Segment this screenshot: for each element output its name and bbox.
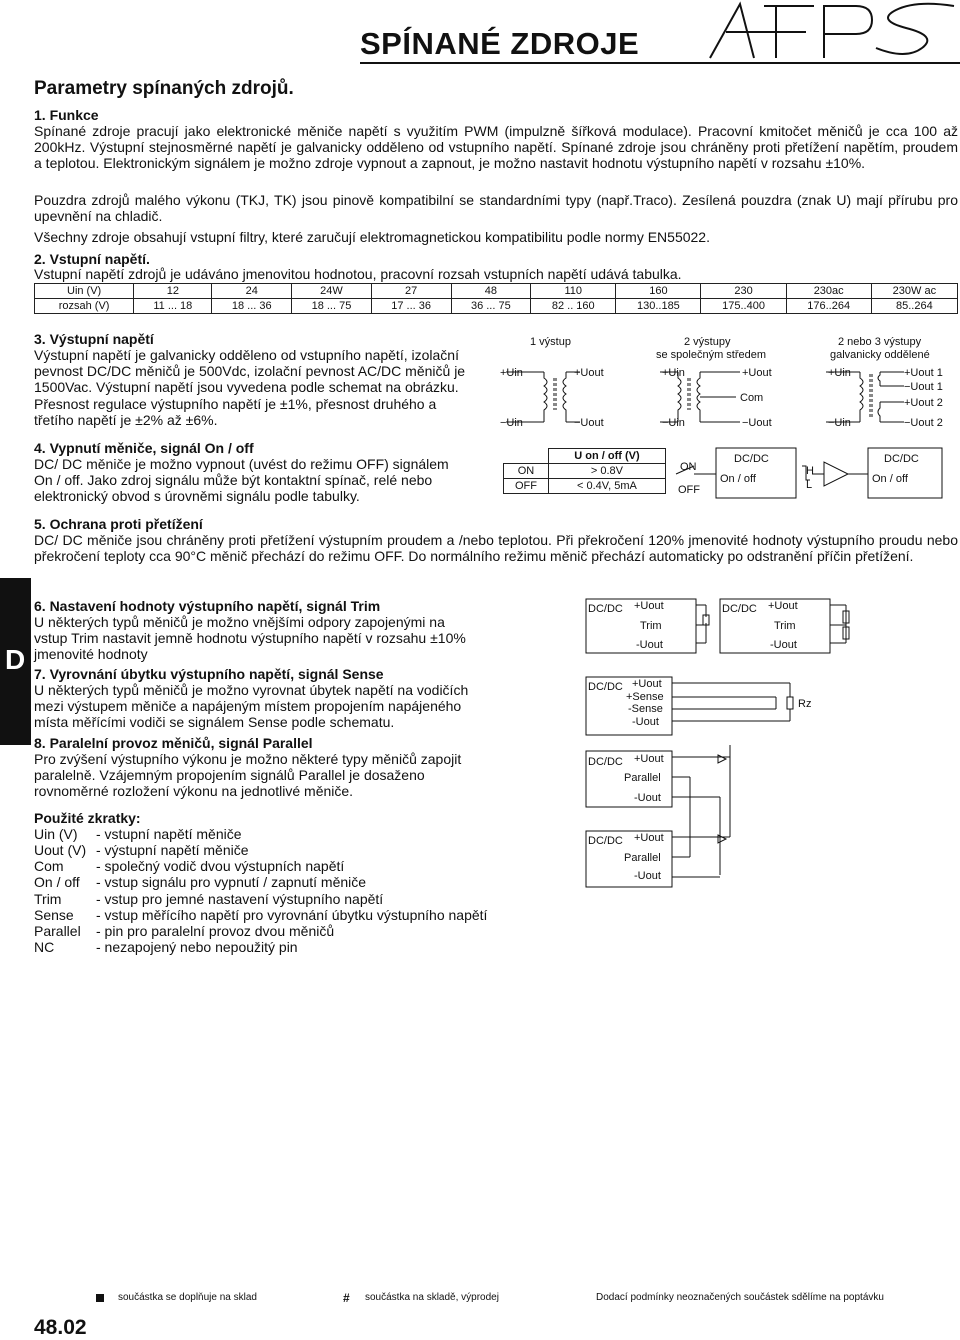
diagram-label: −Uout [742,417,772,429]
diagram-label: -Uout [634,792,661,804]
section-4-text [34,456,500,505]
footer-hash-text: součástka na skladě, výprodej [365,1292,499,1303]
diagram-label: OFF [678,484,700,496]
diagram-label: DC/DC [588,603,623,615]
section-1-heading: 1. Funkce [34,107,99,123]
diagram-label: −Uin [662,417,685,429]
text-line: Pro zvýšení výstupního výkonu je možno některé typy měničů zapojit [34,751,462,767]
diagram-label: galvanicky oddělené [830,349,930,361]
company-logo [706,0,956,62]
table-cell: 230 [701,284,786,299]
diagram-label: +Uout [634,832,664,844]
diagram-label: +Uout [634,753,664,765]
section-2-heading: 2. Vstupní napětí. [34,251,150,267]
diagram-label: se společným středem [656,349,767,361]
text-line: DC/ DC měniče je možno vypnout (uvést do režimu OFF) signálem [34,456,449,472]
diagram-label: Com [740,392,764,404]
table-cell: 48 [451,284,531,299]
diagram-label: +Uin [500,367,523,379]
table-cell: 176..264 [786,299,871,314]
diagram-label: -Sense [628,703,663,715]
table-cell: > 0.8V [548,464,665,479]
diagram-label: 2 nebo 3 výstupy [838,336,922,348]
diagram-label: Parallel [624,852,661,864]
diagram-label: Trim [640,620,662,632]
section-7-text [34,682,500,731]
text-line: místa měřícími vodiči se signálem Sense podle schematu. [34,714,395,731]
table-cell: 24 [212,284,292,299]
table-cell: 18 ... 36 [212,299,292,314]
diagram-label: DC/DC [588,681,623,693]
diagram-label: +Uin [662,367,685,379]
diagram-label: DC/DC [722,603,757,615]
abbreviation-term: Parallel [34,923,81,939]
table-cell: 18 ... 75 [292,299,372,314]
diagram-label: -Uout [770,639,797,651]
diagram-label: +Uout 1 [904,367,943,379]
page-header-title: SPÍNANÉ ZDROJE [360,26,640,61]
table-header: U on / off (V) [548,449,665,464]
table-cell: 230W ac [871,284,957,299]
diagram-label: On / off [872,473,908,485]
diagram-label: −Uout 2 [904,417,943,429]
on-off-diagram [672,444,960,504]
diagram-label: −Uin [828,417,851,429]
abbreviation-meaning: - výstupní napětí měniče [96,842,249,858]
table-cell: 130..185 [616,299,701,314]
section-2-text: Vstupní napětí zdrojů je udáváno jmenovitou hodnotou, pracovní rozsah vstupních napětí udává tabulka. [34,266,682,282]
text-line: U některých typů měničů je možno vnějšími odpory zapojenými na [34,614,445,630]
table-cell: 230ac [786,284,871,299]
text-line: mezi výstupem měniče a napájeným místem propojením napájeného [34,698,462,715]
diagram-label: DC/DC [588,835,623,847]
table-cell: Uin (V) [35,284,134,299]
table-row [35,284,958,299]
table-cell: 160 [616,284,701,299]
hash-symbol: # [343,1291,350,1305]
section-3-text [34,347,500,428]
abbreviation-meaning: - nezapojený nebo nepoužitý pin [96,939,298,955]
diagram-label: H [806,465,814,477]
text-line: paralelně. Vzájemným propojením signálů Parallel je dosaženo [34,767,425,784]
table-row [504,449,666,464]
diagram-label: −Uout [574,417,604,429]
table-row [35,299,958,314]
diagram-label: On / off [720,473,756,485]
diagram-label: Rz [798,698,812,710]
section-3-heading: 3. Výstupní napětí [34,331,154,347]
page-number: 48.02 [34,1316,87,1339]
text-line: třetího napětí je ±2% až ±6%. [34,411,218,428]
abbreviation-term: Com [34,858,64,874]
table-cell: 82 .. 160 [531,299,616,314]
text-line: U některých typů měničů je možno vyrovnat úbytek napětí na vodičích [34,682,469,698]
diagram-label: −Uin [500,417,523,429]
abbreviations-list [34,826,554,958]
diagram-label: DC/DC [734,453,769,465]
text-line: 1500Vac. Výstupní napětí jsou vyvedena podle schemat na obrázku. [34,379,459,396]
table-cell: 12 [134,284,212,299]
section-4-heading: 4. Vypnutí měniče, signál On / off [34,440,254,456]
diagram-label: L [806,479,813,491]
table-cell: 175..400 [701,299,786,314]
abbreviation-term: Uin (V) [34,826,78,842]
text-line: elektronický obvod s úrovněmi signálu podle tabulky. [34,488,360,505]
text-line: jmenovité hodnoty [34,646,148,663]
text-line: rovnoměrné rozložení výkonu na jednotlivé měniče. [34,783,354,800]
diagram-label: +Uout [574,367,604,379]
abbreviation-meaning: - vstupní napětí měniče [96,826,242,842]
square-bullet-icon [96,1294,104,1302]
table-cell: 17 ... 36 [371,299,451,314]
table-cell: OFF [504,479,549,494]
table-cell: ON [504,464,549,479]
header-rule [360,62,960,64]
section-6-text [34,614,500,663]
section-5-heading: 5. Ochrana proti přetížení [34,516,203,532]
diagram-label: DC/DC [588,756,623,768]
abbreviation-meaning: - společný vodič dvou výstupních napětí [96,858,345,874]
table-cell: 24W [292,284,372,299]
diagram-label: +Uout 2 [904,397,943,409]
on-off-table [503,448,666,494]
diagram-label: -Uout [634,870,661,882]
section-6-heading: 6. Nastavení hodnoty výstupního napětí, signál Trim [34,598,381,614]
table-row [504,464,666,479]
text-line: vstup Trim nastavit jemně hodnotu výstupního napětí v rozsahu ±10% [34,630,466,647]
diagram-label: −Uout 1 [904,381,943,393]
abbreviation-meaning: - vstup měřícího napětí pro vyrovnání úbytku výstupního napětí [96,907,488,923]
abbreviation-meaning: - vstup signálu pro vypnutí / zapnutí měniče [96,874,367,890]
diagram-label: -Uout [636,639,663,651]
diagram-label: -Uout [632,716,659,728]
table-row [504,479,666,494]
table-cell: 11 ... 18 [134,299,212,314]
footer-right-text: Dodací podmínky neoznačených součástek sdělíme na poptávku [596,1292,884,1303]
diagram-label: +Sense [626,691,664,703]
text-line: On / off. Jako zdroj signálu může být kontaktní spínač, relé nebo [34,472,433,489]
section-1-text-3: Všechny zdroje obsahují vstupní filtry, které zaručují elektromagnetickou kompatibilitu podle normy EN55022. [34,229,710,245]
diagram-label: +Uin [828,367,851,379]
abbreviation-meaning: - pin pro paralelní provoz dvou měničů [96,923,335,939]
text-line: pevnost DC/DC měničů je 500Vdc, izolační pevnost AC/DC měničů je [34,363,466,380]
abbreviation-meaning: - vstup pro jemné nastavení výstupního napětí [96,891,384,907]
diagram-label: +Uout [742,367,772,379]
diagram-label: 1 výstup [530,336,571,348]
abbreviation-term: Uout (V) [34,842,87,858]
abbreviations-heading: Použité zkratky: [34,810,141,826]
diagram-label: +Uout [768,600,798,612]
table-cell: 110 [531,284,616,299]
input-voltage-table [34,283,958,314]
section-8-heading: 8. Paralelní provoz měničů, signál Parallel [34,735,313,751]
diagram-label: +Uout [634,600,664,612]
abbreviation-term: On / off [34,874,80,890]
abbreviation-term: NC [34,939,55,955]
table-cell: rozsah (V) [35,299,134,314]
section-1-text-2: Pouzdra zdrojů malého výkonu (TKJ, TK) jsou pinově kompatibilní se standardními typy (např.Traco). Zesílená pouzdra (znak U) mají přírubu pro upevnění na chladič. [34,192,958,224]
diagram-label: Trim [774,620,796,632]
diagram-label: Parallel [624,772,661,784]
table-cell: 85..264 [871,299,957,314]
section-8-text [34,751,500,800]
output-schematic-diagram [500,330,960,435]
diagram-label: ON [680,461,697,473]
section-1-text: Spínané zdroje pracují jako elektronické měniče napětí s využitím PWM (impulzně šířková modulace). Pracovní kmitočet měničů je cca 100 až 200kHz. Výstupní stejnosměrné napětí je galvanicky odděleno od vstupního napětí. Spínané zdroje jsou chráněny proti přetížení napětím, proudem a teplotou. Elektronickým signálem je možno zdroje vypnout a zapnout, je možno nastavit hodnotu výstupního napětí v rozsahu ±10%. [34,123,958,171]
section-tab [0,578,31,745]
section-5-text: DC/ DC měniče jsou chráněny proti přetížení výstupním proudem a /nebo teplotou. Při překročení 120% jmenovité hodnoty výstupního proudu nebo překročení teploty cca 90°C měnič přechází do režimu OFF. Do normálního režimu měnič přechází automaticky po odstranění příčin přetížení. [34,532,958,564]
diagram-label: +Uout [632,678,662,690]
footer-bullet-text: součástka se doplňuje na sklad [118,1292,257,1303]
table-cell: 27 [371,284,451,299]
table-cell: 36 ... 75 [451,299,531,314]
diagram-label: DC/DC [884,453,919,465]
section-7-heading: 7. Vyrovnání úbytku výstupního napětí, signál Sense [34,666,384,682]
text-line: Výstupní napětí je galvanicky odděleno od vstupního napětí, izolační [34,347,459,363]
trim-sense-parallel-diagrams [580,595,960,895]
text-line: Přesnost regulace výstupního napětí je ±1%, přesnost druhého a [34,395,437,412]
abbreviation-term: Trim [34,891,62,907]
abbreviation-term: Sense [34,907,74,923]
section-tab-letter: D [5,644,26,675]
table-cell: < 0.4V, 5mA [548,479,665,494]
diagram-label: 2 výstupy [684,336,731,348]
page-title: Parametry spínaných zdrojů. [34,78,294,99]
